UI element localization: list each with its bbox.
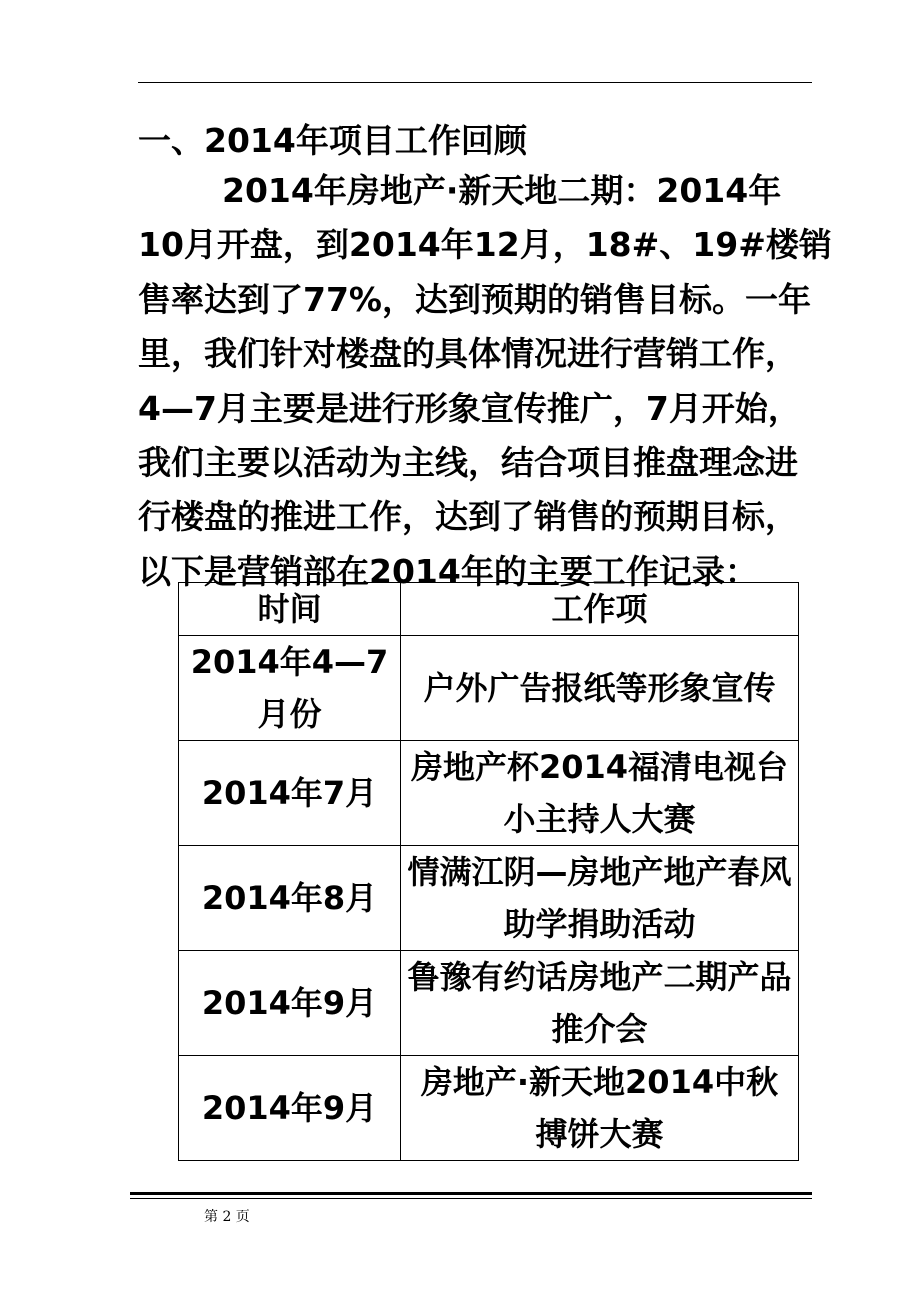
work-record-table xyxy=(178,582,799,1161)
intro-paragraph xyxy=(138,164,832,599)
footer-rule-thick xyxy=(130,1192,812,1195)
cell-time: 2014年8月 xyxy=(179,846,401,951)
cell-work-item: 户外广告报纸等形象宣传 xyxy=(401,636,799,741)
section-heading: 一、2014年项目工作回顾 xyxy=(138,121,527,160)
cell-work-item: 情满江阴—房地产地产春风助学捐助活动 xyxy=(401,846,799,951)
paragraph-line: 我们主要以活动为主线，结合项目推盘理念进 xyxy=(138,443,798,483)
table-row xyxy=(179,951,799,1056)
header-work-item: 工作项 xyxy=(401,583,799,636)
paragraph-line: 2014年房地产·新天地二期：2014年 xyxy=(222,171,782,210)
cell-work-item: 房地产杯2014福清电视台小主持人大赛 xyxy=(401,741,799,846)
table-row xyxy=(179,846,799,951)
table-row xyxy=(179,741,799,846)
cell-time: 2014年7月 xyxy=(179,741,401,846)
cell-work-item: 房地产·新天地2014中秋搏饼大赛 xyxy=(401,1056,799,1161)
cell-work-item: 鲁豫有约话房地产二期产品推介会 xyxy=(401,951,799,1056)
paragraph-line: 行楼盘的推进工作，达到了销售的预期目标， xyxy=(138,497,798,537)
footer-rule-thin xyxy=(130,1198,812,1199)
paragraph-line: 以下是营销部在2014年的主要工作记录： xyxy=(138,551,758,591)
cell-time: 2014年4—7月份 xyxy=(179,636,401,741)
table-header-row xyxy=(179,583,799,636)
paragraph-line: 售率达到了77%，达到预期的销售目标。一年 xyxy=(138,279,811,319)
page-number: 第 2 页 xyxy=(204,1209,250,1225)
table-row xyxy=(179,1056,799,1161)
header-rule xyxy=(138,82,812,83)
cell-time: 2014年9月 xyxy=(179,1056,401,1161)
paragraph-line: 4—7月主要是进行形象宣传推广，7月开始， xyxy=(138,388,801,428)
cell-time: 2014年9月 xyxy=(179,951,401,1056)
paragraph-line: 10月开盘，到2014年12月，18#、19#楼销 xyxy=(138,225,832,265)
paragraph-line: 里，我们针对楼盘的具体情况进行营销工作， xyxy=(138,334,798,374)
header-time: 时间 xyxy=(179,583,401,636)
table-row xyxy=(179,636,799,741)
